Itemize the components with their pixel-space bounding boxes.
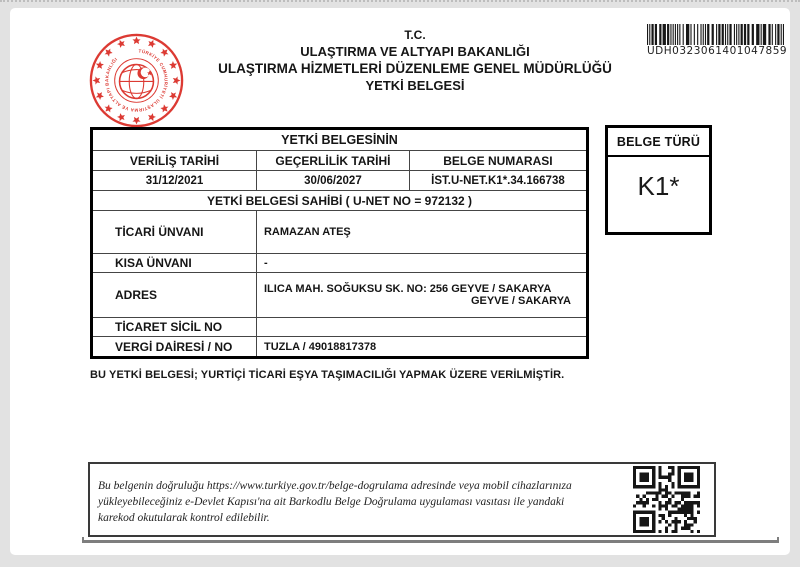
header-tc: T.C. <box>404 28 426 42</box>
label-kisa-unvani: KISA ÜNVANI <box>92 254 257 273</box>
table-row <box>92 273 588 318</box>
label-vergi-dairesi: VERGİ DAİRESİ / NO <box>92 337 257 358</box>
scan-edge-line <box>82 540 779 543</box>
col-header-gecerlilik: GEÇERLİLİK TARİHİ <box>256 151 409 171</box>
barcode-number: UDH0323061401047859 <box>647 45 788 57</box>
value-ticaret-sicil <box>256 318 587 337</box>
label-ticari-unvani: TİCARİ ÜNVANI <box>92 211 257 254</box>
barcode-icon <box>647 24 784 45</box>
document-page <box>10 8 790 555</box>
certificate-number: İST.U-NET.K1*.34.166738 <box>409 171 587 191</box>
table-row <box>92 254 588 273</box>
header-doc-type: YETKİ BELGESİ <box>365 78 465 93</box>
verification-qr-code-icon <box>633 466 700 533</box>
label-adres: ADRES <box>92 273 257 318</box>
adres-line2: GEYVE / SAKARYA <box>470 295 571 307</box>
value-adres <box>256 273 587 318</box>
value-vergi-dairesi: TUZLA / 49018817378 <box>256 337 587 358</box>
document-barcode <box>647 24 788 57</box>
ministry-seal-icon <box>88 32 185 129</box>
issue-date: 31/12/2021 <box>92 171 257 191</box>
seal-ring-text: TÜRKİYE CUMHURİYETİ ULAŞTIRMA VE ALTYAPI BAKANLIĞI <box>104 48 169 113</box>
table-section-title: YETKİ BELGESİNİN <box>92 129 588 151</box>
value-kisa-unvani: - <box>256 254 587 273</box>
col-header-verilis: VERİLİŞ TARİHİ <box>92 151 257 171</box>
globe-icon <box>120 64 154 98</box>
header-directorate: ULAŞTIRMA HİZMETLERİ DÜZENLEME GENEL MÜDÜRLÜĞÜ <box>218 61 612 76</box>
label-ticaret-sicil: TİCARET SİCİL NO <box>92 318 257 337</box>
belge-turu-label: BELGE TÜRÜ <box>608 128 709 157</box>
table-row <box>92 211 588 254</box>
certificate-table <box>90 127 589 359</box>
validity-date: 30/06/2027 <box>256 171 409 191</box>
belge-turu-box <box>605 125 712 235</box>
table-row <box>92 318 588 337</box>
header-ministry: ULAŞTIRMA VE ALTYAPI BAKANLIĞI <box>300 44 530 59</box>
authorization-statement: BU YETKİ BELGESİ; YURTİÇİ TİCARİ EŞYA TAŞIMACILIĞI YAPMAK ÜZERE VERİLMİŞTİR. <box>90 369 565 381</box>
col-header-belge-no: BELGE NUMARASI <box>409 151 587 171</box>
document-header <box>175 28 655 94</box>
adres-line1: ILICA MAH. SOĞUKSU SK. NO: 256 GEYVE / SAKARYA <box>263 283 552 295</box>
verification-box <box>88 462 716 537</box>
owner-header: YETKİ BELGESİ SAHİBİ ( U-NET NO = 972132 ) <box>92 191 588 211</box>
belge-turu-value: K1* <box>637 171 680 201</box>
verification-note: Bu belgenin doğruluğu https://www.turkiye.gov.tr/belge-dogrulama adresinde veya mobil cihazlarınıza yükleyebileceğiniz e-Devlet Kapısı'na ait Barkodlu Belge Doğrulama uygulaması vasıtası ile yandaki karekod okutularak kontrol edilebilir. <box>98 480 572 524</box>
value-ticari-unvani: RAMAZAN ATEŞ <box>256 211 587 254</box>
table-row <box>92 337 588 358</box>
